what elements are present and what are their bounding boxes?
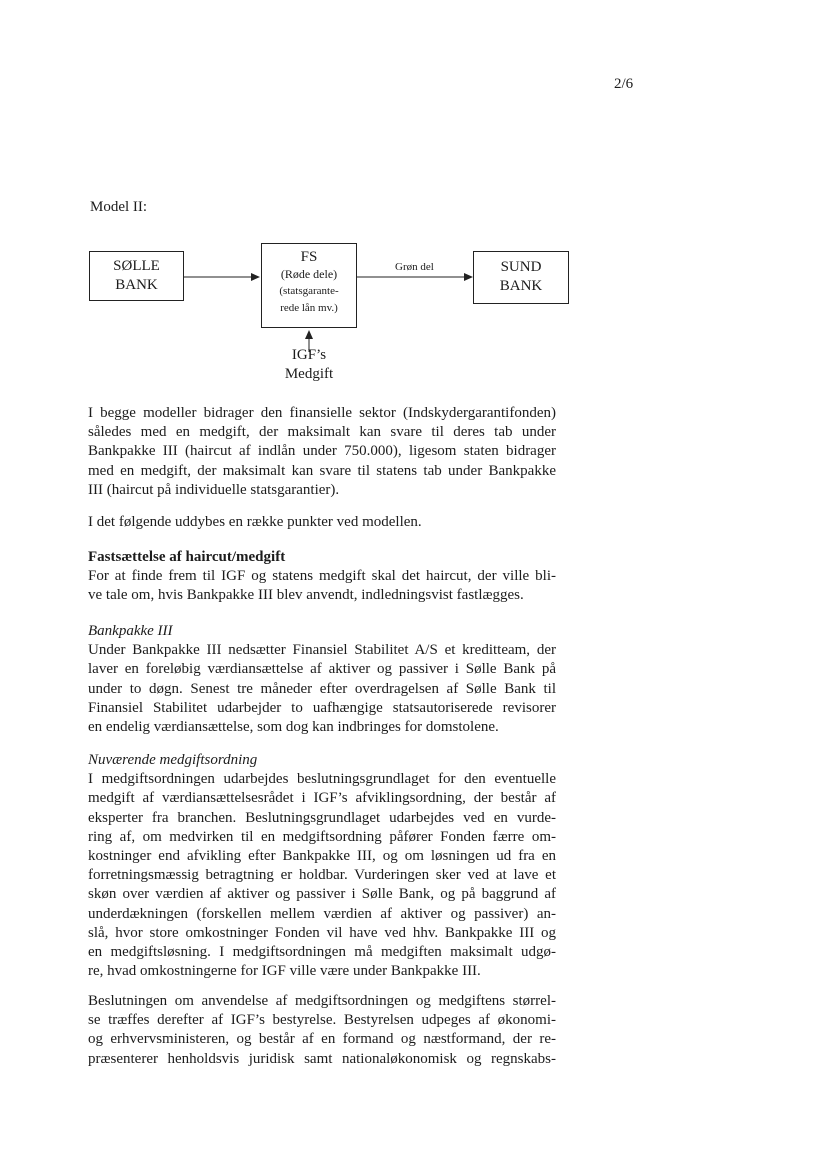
diagram-connectors [0, 0, 828, 420]
arrow-head-right-2 [464, 273, 473, 281]
text-line: ve tale om, hvis Bankpakke III blev anvendt, indledningsvist fastlægges. [88, 587, 524, 604]
page-number: 2/6 [614, 76, 634, 92]
text-line: I medgiftsordningen udarbejdes beslutningsgrundlaget for den eventuelle [88, 771, 556, 788]
text-line: med en medgift, der maksimalt kan svare til statens tab under Bankpakke [88, 462, 556, 479]
text-line: Bankpakke III (haircut af indlån under 750.000), ligesom staten bidrager [88, 443, 556, 460]
section-medgiftsordning [88, 751, 556, 981]
arrow-head-right-1 [251, 273, 260, 281]
text-line: laver en foreløbig værdiansættelse af aktiver og passiver i Sølle Bank på [88, 661, 556, 678]
label-line: Medgift [284, 366, 334, 382]
text-line: kostninger end afvikling efter Bankpakke III, og om løsningen ud fra en [88, 848, 556, 865]
section-heading: Fastsættelse af haircut/medgift [88, 549, 286, 565]
box-label-line: BANK [499, 278, 543, 294]
section-haircut [88, 548, 556, 606]
text-line: medgift af værdiansættelsesrådet i IGF’s afviklingsordning, der består af [88, 790, 556, 807]
box-label-line: rede lån mv.) [280, 302, 338, 314]
text-line: III (haircut på individuelle statsgarantier). [88, 481, 340, 498]
text-line: en endelig værdiansættelse, som dog kan indbringes for domstolene. [88, 719, 499, 736]
section-heading: Bankpakke III [88, 623, 173, 639]
section-heading: Nuværende medgiftsordning [88, 752, 258, 768]
box-label-line: SØLLE [113, 258, 160, 274]
diagram-box-solle-bank [89, 251, 184, 301]
text-line: I begge modeller bidrager den finansielle sektor (Indskydergarantifonden) [88, 405, 556, 421]
label-line: IGF’s [291, 347, 327, 363]
box-label-line: (Røde dele) [280, 267, 338, 281]
text-line: Beslutningen om anvendelse af medgiftsordningen og medgiftens størrel- [88, 993, 556, 1009]
paragraph-last [88, 992, 556, 1069]
text-line: I det følgende uddybes en række punkter ved modellen. [88, 514, 422, 530]
text-line: For at finde frem til IGF og statens medgift skal det haircut, der ville bli- [88, 568, 556, 585]
text-line: præsenterer henholdsvis juridisk samt nationaløkonomisk og regnskabs- [88, 1050, 556, 1067]
arrow-head-up [305, 330, 313, 339]
text-line: se træffes derefter af IGF’s bestyrelse. Bestyrelsen udpeges af økonomi- [88, 1012, 556, 1029]
diagram-box-sund-bank [473, 251, 569, 304]
text-line: Finansiel Stabilitet udarbejder to uafhængige statsautoriserede revisorer [88, 699, 556, 716]
text-line: underdækningen (forskellen mellem værdien af aktiver og passiver) an- [88, 905, 556, 922]
text-line: således med en medgift, der maksimalt kan svare til deres tab under [88, 424, 556, 441]
section-bankpakke [88, 622, 556, 737]
box-label-line: (statsgarante- [279, 285, 339, 297]
box-label-line: SUND [500, 259, 542, 275]
text-line: en medgiftsløsning. I medgiftsordningen må medgiften maksimalt udgø- [88, 944, 556, 961]
arrow-label-gron-del: Grøn del [395, 261, 434, 273]
text-line: ring af, om medvirken til en medgiftsordning påfører Fonden færre om- [88, 828, 556, 845]
paragraph-1 [88, 404, 556, 500]
diagram-igf-medgift-label [279, 346, 339, 384]
text-line: under to døgn. Senest tre måneder efter overdragelsen af Sølle Bank til [88, 680, 556, 697]
text-line: Under Bankpakke III nedsætter Finansiel Stabilitet A/S et kreditteam, der [88, 642, 556, 659]
text-line: eksperter fra branchen. Beslutningsgrundlaget udarbejdes ved en vurde- [88, 809, 556, 826]
box-label-line: FS [300, 249, 318, 265]
text-line: re, hvad omkostningerne for IGF ville være under Bankpakke III. [88, 963, 481, 980]
text-line: og erhvervsministeren, og består af en formand og næstformand, der re- [88, 1031, 556, 1048]
text-line: slå, hvor store omkostninger Fonden vil have ved hhv. Bankpakke III og [88, 924, 556, 941]
model-title: Model II: [90, 199, 148, 215]
text-line: forretningsmæssig betragtning er holdbar. Vurderingen sker ved at lave et [88, 867, 556, 884]
text-line: skøn over værdien af aktiver og passiver i Sølle Bank, og på baggrund af [88, 886, 556, 903]
box-label-line: BANK [115, 277, 158, 293]
diagram-box-fs [261, 243, 357, 328]
paragraph-2 [88, 513, 556, 532]
